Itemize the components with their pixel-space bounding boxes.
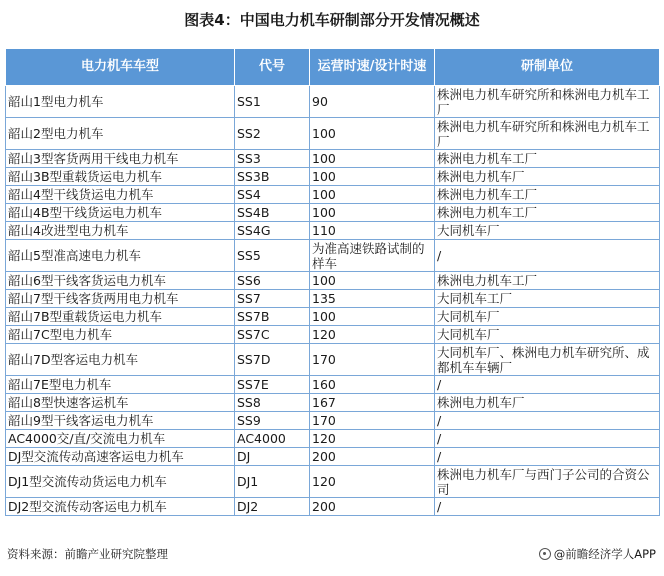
cell-developer: 株洲电力机车厂 [435,168,660,186]
cell-code: DJ2 [235,498,310,516]
page-title: 图表4：中国电力机车研制部分开发情况概述 [184,11,480,29]
cell-model: 韶山7B型重载货运电力机车 [6,308,235,326]
table-row [6,186,660,204]
cell-developer: 株洲电力机车厂与西门子公司的合资公司 [435,466,660,498]
table-row [6,272,660,290]
cell-speed: 160 [310,376,435,394]
cell-developer: 株洲电力机车厂 [435,394,660,412]
cell-developer: 株洲电力机车工厂 [435,150,660,168]
cell-model: 韶山4型干线货运电力机车 [6,186,235,204]
cell-model: 韶山7C型电力机车 [6,326,235,344]
cell-speed: 200 [310,498,435,516]
header-speed: 运营时速/设计时速 [310,49,435,86]
cell-code: SS8 [235,394,310,412]
cell-developer: / [435,376,660,394]
table-row [6,290,660,308]
cell-code: SS2 [235,118,310,150]
cell-model: 韶山8型快速客运机车 [6,394,235,412]
cell-code: DJ [235,448,310,466]
brand-credit [539,546,656,562]
cell-developer: 株洲电力机车工厂 [435,204,660,222]
cell-model: 韶山7型干线客货两用电力机车 [6,290,235,308]
table-row [6,118,660,150]
brand-text: @前瞻经济学人APP [553,547,656,561]
cell-model: 韶山3B型重载货运电力机车 [6,168,235,186]
table-row [6,412,660,430]
cell-speed: 90 [310,86,435,118]
cell-speed: 120 [310,466,435,498]
table-row [6,344,660,376]
cell-speed: 100 [310,168,435,186]
header-code: 代号 [235,49,310,86]
cell-model: AC4000交/直/交流电力机车 [6,430,235,448]
cell-model: 韶山3型客货两用干线电力机车 [6,150,235,168]
cell-model: DJ2型交流传动客运电力机车 [6,498,235,516]
cell-developer: / [435,448,660,466]
cell-speed: 100 [310,272,435,290]
cell-speed: 200 [310,448,435,466]
cell-code: SS1 [235,86,310,118]
cell-speed: 100 [310,204,435,222]
table-row [6,86,660,118]
cell-model: 韶山7D型客运电力机车 [6,344,235,376]
cell-speed: 100 [310,186,435,204]
cell-model: 韶山1型电力机车 [6,86,235,118]
cell-developer: 大同机车工厂 [435,290,660,308]
cell-developer: 株洲电力机车工厂 [435,272,660,290]
cell-model: 韶山6型干线客货运电力机车 [6,272,235,290]
cell-developer: / [435,498,660,516]
cell-developer: / [435,430,660,448]
brand-logo-icon [539,548,551,560]
cell-code: SS7B [235,308,310,326]
cell-speed: 120 [310,326,435,344]
source-note: 资料来源：前瞻产业研究院整理 [7,547,168,561]
cell-speed: 100 [310,150,435,168]
cell-developer: 株洲电力机车工厂 [435,186,660,204]
cell-developer: 大同机车厂、株洲电力机车研究所、成都机车车辆厂 [435,344,660,376]
cell-code: SS9 [235,412,310,430]
table-row [6,448,660,466]
cell-code: AC4000 [235,430,310,448]
table-row [6,308,660,326]
table-row [6,150,660,168]
table-row [6,466,660,498]
cell-code: SS7 [235,290,310,308]
cell-code: SS3 [235,150,310,168]
cell-speed: 170 [310,344,435,376]
cell-developer: / [435,412,660,430]
cell-model: DJ型交流传动高速客运电力机车 [6,448,235,466]
cell-code: DJ1 [235,466,310,498]
cell-code: SS6 [235,272,310,290]
cell-speed: 110 [310,222,435,240]
cell-code: SS7E [235,376,310,394]
table-row [6,204,660,222]
locomotive-table [5,48,660,516]
cell-speed: 100 [310,118,435,150]
cell-developer: 大同机车厂 [435,222,660,240]
cell-developer: 大同机车厂 [435,326,660,344]
cell-model: 韶山4B型干线货运电力机车 [6,204,235,222]
cell-speed: 120 [310,430,435,448]
table-row [6,222,660,240]
cell-model: 韶山4改进型电力机车 [6,222,235,240]
cell-developer: 株洲电力机车研究所和株洲电力机车工厂 [435,86,660,118]
table-row [6,498,660,516]
header-developer: 研制单位 [435,49,660,86]
cell-code: SS4 [235,186,310,204]
cell-developer: / [435,240,660,272]
cell-code: SS5 [235,240,310,272]
cell-code: SS4B [235,204,310,222]
header-model: 电力机车车型 [6,49,235,86]
cell-model: 韶山7E型电力机车 [6,376,235,394]
table-row [6,430,660,448]
cell-speed: 135 [310,290,435,308]
cell-code: SS3B [235,168,310,186]
cell-speed: 167 [310,394,435,412]
cell-model: DJ1型交流传动货运电力机车 [6,466,235,498]
cell-speed: 170 [310,412,435,430]
table-row [6,240,660,272]
table-row [6,394,660,412]
cell-speed: 100 [310,308,435,326]
table-row [6,168,660,186]
cell-code: SS7C [235,326,310,344]
cell-developer: 大同机车厂 [435,308,660,326]
cell-code: SS4G [235,222,310,240]
table-row [6,376,660,394]
cell-speed: 为准高速铁路试制的样车 [310,240,435,272]
cell-code: SS7D [235,344,310,376]
cell-model: 韶山2型电力机车 [6,118,235,150]
table-row [6,326,660,344]
cell-developer: 株洲电力机车研究所和株洲电力机车工厂 [435,118,660,150]
table-header-row [6,49,660,86]
cell-model: 韶山9型干线客运电力机车 [6,412,235,430]
cell-model: 韶山5型准高速电力机车 [6,240,235,272]
